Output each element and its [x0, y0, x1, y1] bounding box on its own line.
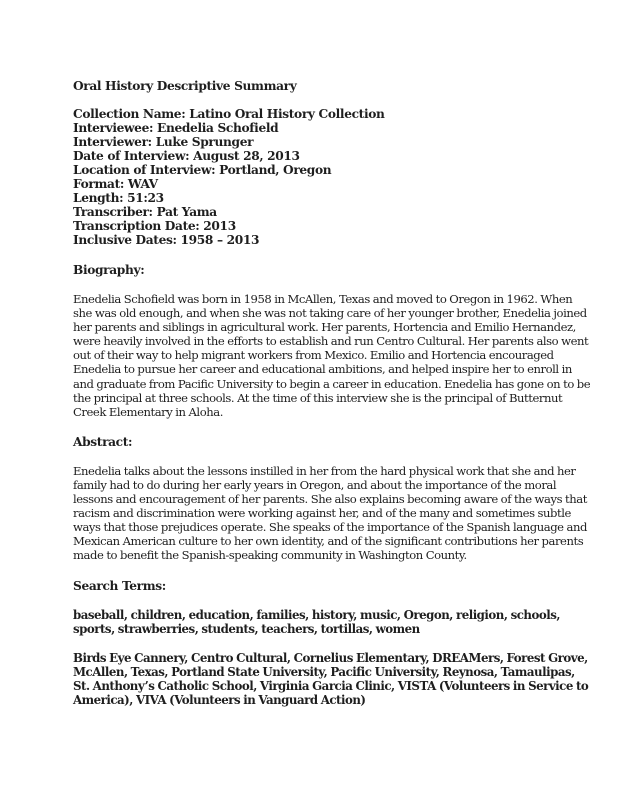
metadata-block: [73, 107, 593, 247]
meta-location: Location of Interview: Portland, Oregon: [73, 163, 332, 177]
meta-interviewer: Interviewer: Luke Sprunger: [73, 135, 254, 149]
biography-text: Enedelia Schofield was born in 1958 in McAllen, Texas and moved to Oregon in 1962. When she was old enough, and when she was not taking care of her younger brother, Enedelia joined her parents and siblings in agricultural work. Her parents, Hortencia and Emilio Hernandez, were heavily involved in the efforts to establish and run Centro Cultural. Her parents also went out of their way to help migrant workers from Mexico. Emilio and Hortencia encouraged Enedelia to pursue her career and educational ambitions, and helped inspire her to enroll in and graduate from Pacific University to begin a career in education. Enedelia has gone on to be the principal at three schools. At the time of this interview she is the principal of Butternut Creek Elementary in Aloha.: [73, 292, 591, 419]
meta-collection-name: Collection Name: Latino Oral History Collection: [73, 107, 385, 121]
search-terms-heading: Search Terms:: [73, 578, 166, 593]
meta-transcription-date: Transcription Date: 2013: [73, 219, 236, 233]
meta-format: Format: WAV: [73, 177, 158, 191]
meta-transcriber: Transcriber: Pat Yama: [73, 205, 217, 219]
document-title: Oral History Descriptive Summary: [73, 79, 297, 93]
biography-heading: Biography:: [73, 263, 145, 277]
abstract-heading: Abstract:: [73, 434, 133, 449]
meta-length: Length: 51:23: [73, 191, 164, 205]
document-page: [73, 79, 593, 707]
abstract-text: Enedelia talks about the lessons instilled in her from the hard physical work that she and her family had to do during her early years in Oregon, and about the importance of the moral lessons and encouragement of her parents. She also explains becoming aware of the ways that racism and discrimination were working against her, and of the many and sometimes subtle ways that those prejudices operate. She speaks of the importance of the Spanish language and Mexican American culture to her own identity, and of the significant contributions her parents made to benefit the Spanish-speaking community in Washington County.: [73, 463, 587, 563]
search-terms-general: baseball, children, education, families, history, music, Oregon, religion, schools, sports, strawberries, students, teachers, tortillas, women: [73, 607, 560, 636]
meta-inclusive-dates: Inclusive Dates: 1958 – 2013: [73, 233, 260, 247]
meta-interviewee: Interviewee: Enedelia Schofield: [73, 121, 279, 135]
search-terms-specific: Birds Eye Cannery, Centro Cultural, Cornelius Elementary, DREAMers, Forest Grove, McAllen, Texas, Portland State University, Pacific University, Reynosa, Tamaulipas, St. Anthony’s Catholic School, Virginia Garcia Clinic, VISTA (Volunteers in Service to America), VIVA (Volunteers in Vanguard Action): [73, 650, 589, 707]
meta-date-of-interview: Date of Interview: August 28, 2013: [73, 149, 300, 163]
